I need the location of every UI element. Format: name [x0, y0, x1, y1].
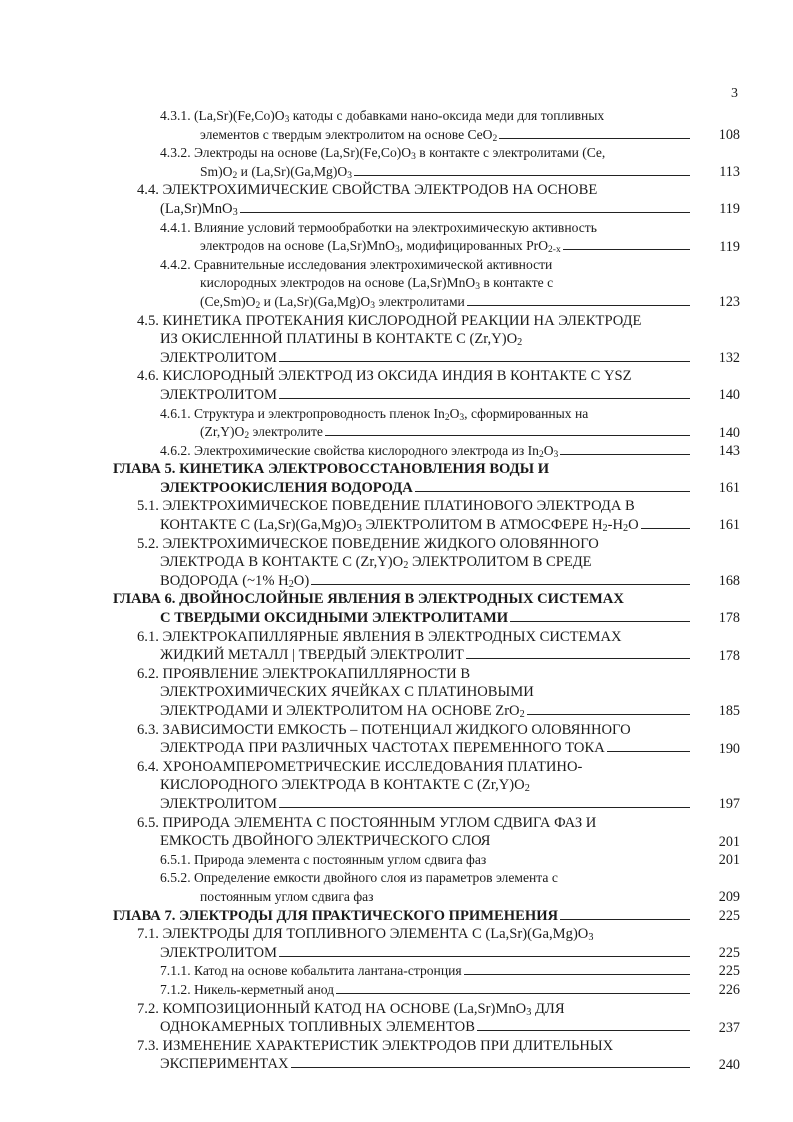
leader-line [279, 944, 690, 957]
toc-entry[interactable] [0, 460, 793, 497]
toc-entry-text: 4.4.2. Сравнительные исследования электрохимической активности [160, 256, 553, 272]
toc-page-number: 119 [719, 201, 740, 218]
leader-line [466, 646, 690, 659]
toc-entry-text: 6.1. ЭЛЕКТРОКАПИЛЛЯРНЫЕ ЯВЛЕНИЯ В ЭЛЕКТРОДНЫХ СИСТЕМАХ [137, 628, 622, 645]
toc-entry-text: 7.1.2. Никель-керметный анод [0, 981, 793, 1000]
toc-page-number: 113 [719, 164, 740, 181]
toc-entry[interactable] [0, 869, 793, 906]
toc-page-number: 143 [718, 442, 740, 459]
toc-entry-text: 6.5.2. Определение емкости двойного слоя из параметров элемента с [160, 870, 558, 886]
toc-entry[interactable] [0, 628, 793, 665]
leader-line [311, 572, 690, 585]
toc-entry[interactable] [0, 312, 793, 368]
toc-entry[interactable] [0, 144, 793, 181]
toc-entry[interactable] [0, 535, 793, 591]
toc-page-number: 178 [718, 647, 740, 664]
toc-entry[interactable] [0, 107, 793, 144]
toc-entry-text: (La,Sr)MnO$_3$ [0, 200, 793, 219]
toc-page-number: 190 [718, 740, 740, 757]
toc-page-number: 209 [718, 889, 740, 906]
toc-entry[interactable] [0, 814, 793, 851]
toc-entry-text: 6.4. ХРОНОАМПЕРОМЕТРИЧЕСКИЕ ИССЛЕДОВАНИЯ ПЛАТИНО- [137, 758, 583, 775]
toc-entry-text: 6.5.1. Природа элемента с постоянным углом сдвига фаз [160, 851, 487, 867]
toc-entry-text: ИЗ ОКИСЛЕННОЙ ПЛАТИНЫ В КОНТАКТЕ С $(Zr,Y)O_2$ [160, 331, 523, 349]
toc-entry[interactable] [0, 1037, 793, 1074]
toc-entry-text: ГЛАВА 5. КИНЕТИКА ЭЛЕКТРОВОССТАНОВЛЕНИЯ ВОДЫ И [113, 461, 550, 478]
page-number: 3 [731, 86, 738, 101]
toc-entry-text: ЭЛЕКТРОЛИТОМ [0, 386, 793, 405]
toc-entry-text: ЭЛЕКТРОДА ПРИ РАЗЛИЧНЫХ ЧАСТОТАХ ПЕРЕМЕННОГО ТОКА [0, 739, 793, 758]
toc-entry[interactable] [0, 590, 793, 627]
leader-line [510, 609, 690, 622]
toc-entry-text: 7.3. ИЗМЕНЕНИЕ ХАРАКТЕРИСТИК ЭЛЕКТРОДОВ ПРИ ДЛИТЕЛЬНЫХ [137, 1037, 614, 1054]
toc-page-number: 197 [718, 795, 740, 812]
leader-line [641, 516, 690, 529]
toc-entry-text: постоянным углом сдвига фаз [200, 888, 374, 904]
toc-entry[interactable] [0, 721, 793, 758]
toc-entry-text: $(Zr,Y)O_2$ электролите [0, 423, 793, 442]
toc-entry[interactable] [0, 758, 793, 814]
toc-entry-text: ЭЛЕКТРОДА В КОНТАКТЕ С $(Zr,Y)O_2$ ЭЛЕКТРОЛИТОМ В СРЕДЕ [160, 554, 592, 572]
toc-page-number: 225 [718, 963, 740, 980]
toc-entry-text: ВОДОРОДА (~1% $H_2O$) [0, 572, 793, 591]
toc-entry-text: 6.2. ПРОЯВЛЕНИЕ ЭЛЕКТРОКАПИЛЛЯРНОСТИ В [137, 665, 471, 682]
toc-entry-text: кислородных электродов на основе (La,Sr)MnO$_3$ в контакте с [200, 275, 554, 293]
toc-page-number: 140 [718, 387, 740, 404]
toc-page-number: 168 [718, 572, 740, 589]
toc-entry-text: ЭКСПЕРИМЕНТАХ [0, 1055, 793, 1074]
toc-entry[interactable] [0, 405, 793, 442]
toc-entry-text: ЭЛЕКТРОЛИТОМ [0, 349, 793, 368]
leader-line [560, 442, 690, 455]
leader-line [354, 163, 690, 176]
leader-line [563, 237, 690, 250]
leader-line [477, 1018, 690, 1031]
toc-entry-text: 6.5. ПРИРОДА ЭЛЕМЕНТА С ПОСТОЯННЫМ УГЛОМ СДВИГА ФАЗ И [137, 814, 597, 831]
toc-entry-text: 4.3.1. $(La,Sr)(Fe,Co)O_3$ катоды с добавками нано-оксида меди для топливных [160, 108, 605, 125]
toc-entry[interactable] [0, 442, 793, 461]
leader-line [560, 907, 690, 920]
leader-line [279, 349, 690, 362]
leader-line [464, 962, 690, 975]
leader-line [291, 1055, 690, 1068]
toc-page-number: 240 [718, 1056, 740, 1073]
toc-entry-text: ЭЛЕКТРОЛИТОМ [0, 795, 793, 814]
toc-page-number: 161 [718, 517, 740, 534]
toc-entry-text: ЕМКОСТЬ ДВОЙНОГО ЭЛЕКТРИЧЕСКОГО СЛОЯ [160, 833, 491, 850]
toc-page-number: 225 [718, 945, 740, 962]
toc-entry-text: 4.6.1. Структура и электропроводность пленок $In_2O_3$, сформированных на [160, 405, 589, 423]
toc-page-number: 119 [719, 238, 740, 255]
leader-line [527, 702, 690, 715]
toc-entry[interactable] [0, 981, 793, 1000]
toc-entry-text: 5.1. ЭЛЕКТРОХИМИЧЕСКОЕ ПОВЕДЕНИЕ ПЛАТИНОВОГО ЭЛЕКТРОДА В [137, 498, 635, 515]
toc-page-number: 108 [718, 127, 740, 143]
toc-page-number: 237 [718, 1019, 740, 1036]
toc-entry[interactable] [0, 497, 793, 534]
toc-entry-text: С ТВЕРДЫМИ ОКСИДНЫМИ ЭЛЕКТРОЛИТАМИ [0, 609, 793, 628]
toc-entry-text: 4.6. КИСЛОРОДНЫЙ ЭЛЕКТРОД ИЗ ОКСИДА ИНДИЯ В КОНТАКТЕ С YSZ [137, 368, 632, 385]
toc-page-number: 178 [718, 610, 740, 627]
toc-entry[interactable] [0, 907, 793, 926]
toc-entry-text: 4.3.2. Электроды на основе $(La,Sr)(Fe,Co)O_3$ в контакте с электролитами (Ce, [160, 145, 606, 163]
toc-entry-text: КИСЛОРОДНОГО ЭЛЕКТРОДА В КОНТАКТЕ С $(Zr,Y)O_2$ [160, 777, 530, 795]
toc-page-number: 201 [718, 851, 740, 868]
leader-line [415, 479, 690, 492]
toc-entry[interactable] [0, 851, 793, 870]
toc-entry[interactable] [0, 256, 793, 312]
table-of-contents [0, 107, 793, 1074]
leader-line [607, 739, 690, 752]
toc-entry-text: ЖИДКИЙ МЕТАЛЛ | ТВЕРДЫЙ ЭЛЕКТРОЛИТ [0, 646, 793, 665]
toc-entry[interactable] [0, 925, 793, 962]
toc-page-number: 132 [718, 349, 740, 366]
leader-line [467, 293, 690, 306]
leader-line [499, 126, 690, 139]
toc-entry[interactable] [0, 367, 793, 404]
toc-entry[interactable] [0, 962, 793, 981]
toc-page-number: 225 [718, 907, 740, 924]
toc-entry[interactable] [0, 665, 793, 721]
toc-entry-text: $(Ce,Sm)O_2$ и $(La,Sr)(Ga,Mg)O_3$ электролитами [0, 293, 793, 312]
leader-line [325, 423, 690, 436]
leader-line [336, 981, 690, 994]
toc-entry-text: ЭЛЕКТРОХИМИЧЕСКИХ ЯЧЕЙКАХ С ПЛАТИНОВЫМИ [160, 684, 534, 701]
toc-entry-text: ЭЛЕКТРООКИСЛЕНИЯ ВОДОРОДА [0, 479, 793, 498]
leader-line [279, 386, 690, 399]
toc-entry[interactable] [0, 181, 793, 218]
toc-entry-text: ГЛАВА 6. ДВОЙНОСЛОЙНЫЕ ЯВЛЕНИЯ В ЭЛЕКТРОДНЫХ СИСТЕМАХ [113, 591, 624, 608]
toc-entry-text: $Sm)O_2$ и $(La,Sr)(Ga,Mg)O_3$ [0, 163, 793, 182]
toc-entry-text: 6.3. ЗАВИСИМОСТИ ЕМКОСТЬ – ПОТЕНЦИАЛ ЖИДКОГО ОЛОВЯННОГО [137, 721, 631, 738]
toc-entry-text: 4.5. КИНЕТИКА ПРОТЕКАНИЯ КИСЛОРОДНОЙ РЕАКЦИИ НА ЭЛЕКТРОДЕ [137, 312, 642, 329]
toc-entry-text: 4.4. ЭЛЕКТРОХИМИЧЕСКИЕ СВОЙСТВА ЭЛЕКТРОДОВ НА ОСНОВЕ [137, 182, 598, 199]
toc-entry-text: 7.1. ЭЛЕКТРОДЫ ДЛЯ ТОПЛИВНОГО ЭЛЕМЕНТА С $(La,Sr)(Ga,Mg)O_3$ [137, 926, 594, 944]
toc-page-number: 140 [718, 424, 740, 441]
toc-entry-text: ГЛАВА 7. ЭЛЕКТРОДЫ ДЛЯ ПРАКТИЧЕСКОГО ПРИМЕНЕНИЯ [0, 907, 793, 926]
toc-entry[interactable] [0, 219, 793, 256]
toc-entry-text: 4.6.2. Электрохимические свойства кислородного электрода из $In_2O_3$ [0, 442, 793, 461]
toc-entry-text: элементов с твердым электролитом на основе CeO$_2$ [0, 126, 793, 145]
toc-entry-text: ОДНОКАМЕРНЫХ ТОПЛИВНЫХ ЭЛЕМЕНТОВ [0, 1018, 793, 1037]
toc-entry-text: электродов на основе (La,Sr)MnO$_3$, модифицированных PrO$_{2-x}$ [0, 237, 793, 256]
toc-page-number: 161 [718, 480, 740, 497]
toc-entry-text: 7.2. КОМПОЗИЦИОННЫЙ КАТОД НА ОСНОВЕ (La,Sr)MnO$_3$ ДЛЯ [137, 1000, 565, 1018]
toc-page-number: 185 [718, 702, 740, 719]
toc-page-number: 201 [718, 833, 740, 850]
toc-page-number: 226 [718, 981, 740, 998]
toc-entry-text: ЭЛЕКТРОЛИТОМ [0, 944, 793, 963]
leader-line [279, 795, 690, 808]
toc-entry-text: 7.1.1. Катод на основе кобальтита лантана-стронция [0, 962, 793, 981]
toc-entry[interactable] [0, 1000, 793, 1037]
toc-entry-text: 5.2. ЭЛЕКТРОХИМИЧЕСКОЕ ПОВЕДЕНИЕ ЖИДКОГО ОЛОВЯННОГО [137, 535, 599, 552]
toc-entry-text: 4.4.1. Влияние условий термообработки на электрохимическую активность [160, 219, 597, 235]
toc-page-number: 123 [718, 293, 740, 310]
toc-entry-text: КОНТАКТЕ С $(La,Sr)(Ga,Mg)O_3$ ЭЛЕКТРОЛИТОМ В АТМОСФЕРЕ $H_2-H_2O$ [0, 516, 793, 535]
leader-line [240, 200, 690, 213]
toc-entry-text: ЭЛЕКТРОДАМИ И ЭЛЕКТРОЛИТОМ НА ОСНОВЕ ZrO$_2$ [0, 702, 793, 721]
